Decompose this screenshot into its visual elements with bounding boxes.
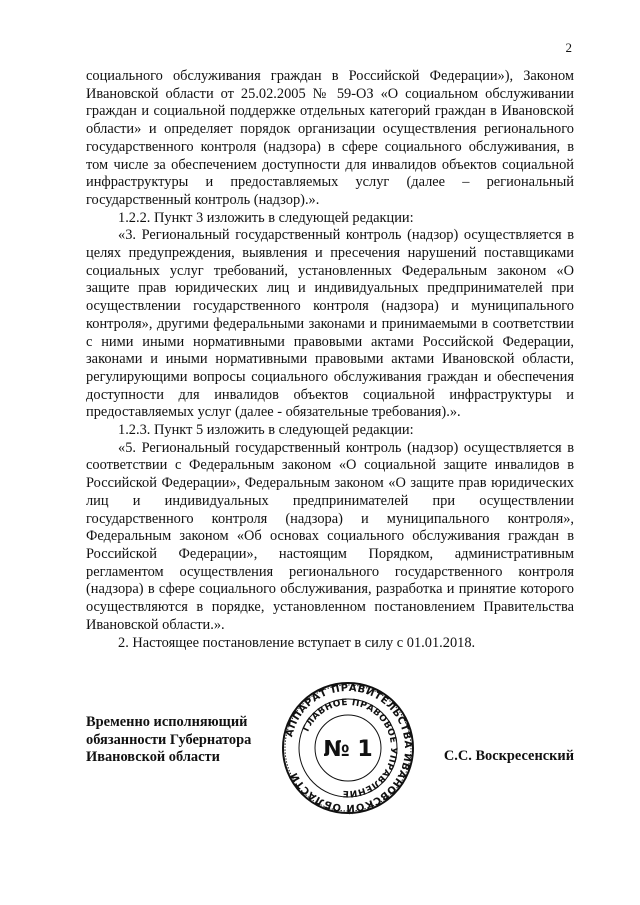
document-body xyxy=(86,68,574,652)
paragraph-1-2-2: 1.2.2. Пункт 3 изложить в следующей редакции: xyxy=(118,209,414,226)
signatory-title xyxy=(86,714,251,767)
stamp-outer-text: АППАРАТ ПРАВИТЕЛЬСТВА ИВАНОВСКОЙ ОБЛАСТИ xyxy=(284,682,414,814)
page-number: 2 xyxy=(565,40,572,55)
paragraph-point-5: «5. Региональный государственный контроль (надзор) осуществляется в соответствии с Федеральным законом «О социальной защите инвалидов в Российской Федерации», Федеральным законом «О защите прав юридических лиц и индивидуальных предпринимателей при осуществлении государственного контроля (надзора) и муниципального контроля», Федеральным законом «Об основах социального обслуживания граждан в Российской Федерации», настоящим Порядком, административным регламентом осуществления регионального государственного контроля (надзора) в сфере социального обслуживания, разработка и принятие которого осуществляются в порядке, установленном постановлением Правительства Ивановской области.». xyxy=(86,439,574,633)
paragraph-1-2-3: 1.2.3. Пункт 5 изложить в следующей редакции: xyxy=(118,422,414,439)
paragraph-effective-date: 2. Настоящее постановление вступает в силу с 01.01.2018. xyxy=(118,634,476,651)
stamp-inner-text: ГЛАВНОЕ ПРАВОВОЕ УПРАВЛЕНИЕ xyxy=(301,697,399,799)
signatory-title-line: Ивановской области xyxy=(86,749,220,766)
official-stamp xyxy=(281,681,415,815)
signatory-name: С.С. Воскресенский xyxy=(443,748,574,764)
signatory-title-line: обязанности Губернатора xyxy=(86,731,252,748)
paragraph-point-3: «3. Региональный государственный контроль (надзор) осуществляется в целях предупреждения, выявления и пресечения нарушений поставщиками социальных услуг требований, установленных Федеральным законом «О защите прав юридических лиц и индивидуальных предпринимателей при осуществлении государственного контроля (надзора) и муниципального контроля», другими федеральными законами и принимаемыми в соответствии с ними иными нормативными правовыми актами Российской Федерации, законами и иными нормативными правовыми актами Ивановской области, регулирующими вопросы социального обслуживания граждан и обеспечения доступности для инвалидов объектов социальной инфраструктуры и предоставляемых услуг (далее - обязательные требования).». xyxy=(86,227,574,421)
stamp-seal-icon xyxy=(281,681,415,815)
stamp-number: № 1 xyxy=(323,737,373,762)
paragraph-continuation: социального обслуживания граждан в Российской Федерации»), Законом Ивановской области от 25.02.2005 № 59-ОЗ «О социальном обслуживании граждан и социальной поддержке отдельных категорий граждан в Ивановской области» и определяет порядок организации осуществления регионального государственного контроля (надзора) в сфере социального обслуживания, в том числе за обеспечением доступности для инвалидов объектов социальной инфраструктуры и предоставляемых услуг (далее – региональный государственный контроль (надзор).». xyxy=(86,68,574,208)
signatory-title-line: Временно исполняющий xyxy=(86,714,248,730)
